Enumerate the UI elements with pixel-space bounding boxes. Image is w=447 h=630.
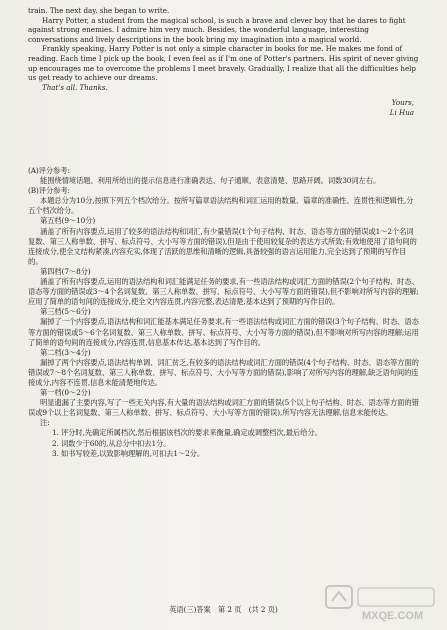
sample-letter	[28, 6, 420, 118]
note-item: 2. 词数少于60的,从总分中扣去1分。	[52, 438, 171, 448]
letter-closing-line: That's all. Thanks.	[42, 82, 108, 92]
letter-paragraph: train. The next day, she began to write.	[28, 6, 170, 15]
letter-closing: Yours,	[391, 98, 414, 108]
section-a-text: 能围绕情境话题、利用所给出的提示信息进行准确表达、句子通顺、表意清楚、思路开阔。词数30词左右。	[40, 176, 381, 186]
section-a-title: (A)评分参考:	[28, 166, 70, 175]
notes-title: 注:	[40, 418, 50, 428]
level-3-title: 第三档(5～6分)	[40, 307, 91, 317]
level-4-text: 涵盖了所有内容要点,运用的语法结构和词汇能满足任务的要求,有一些语法结构或词汇方面的错误(2个句子结构、时态、语态等方面的错误或3～4个名词复数、第三人称单数、拼写、标点符号、大小写等方面的错误),但不影响对所写内容的理解;应用了简单的语句间的连接成分,使全文内容连贯,内容完整,表达清楚,基本达到了预期的写作目的。	[28, 277, 419, 307]
level-2-title: 第二档(3～4分)	[40, 347, 91, 357]
watermark-text: MXQE.COM	[362, 610, 424, 622]
watermark-logo	[324, 583, 439, 623]
level-5-title: 第五档(9～10分)	[40, 216, 96, 226]
section-b-text: 本题总分为10分,按照下列五个档次给分。按所写篇章语法结构和词汇运用的数量、篇章的准确性、连贯性和逻辑性,分五个档次给分。	[28, 196, 414, 216]
page-footer: 英语(三)答案 第 2 页 (共 2 页)	[169, 605, 278, 614]
level-3-text: 漏掉了一个内容要点,语法结构和词汇能基本满足任务要求,有一些语法结构或词汇方面的错误(3个句子结构、时态、语态等方面的错误或5～6个名词复数、第三人称单数、拼写、标点符号、大小写等方面的错误),但不影响对所写内容的理解;运用了简单的语句间的连接成分,内容连贯,信息基本传达,基本达到了写作目的。	[28, 317, 419, 347]
letter-signature: Li Hua	[389, 107, 414, 117]
level-1-title: 第一档(0～2分)	[40, 388, 91, 398]
note-item: 3. 如书写较差,以致影响理解的,可扣去1～2分。	[52, 448, 205, 458]
level-2-text: 漏掉了两个内容要点,语法结构单调、词汇贫乏,有较多的语法结构或词汇方面的错误(4个句子结构、时态、语态等方面的错误或7～8个名词复数、第三人称单数、拼写、标点符号、大小写等方面的错误),影响了对所写内容的理解,缺乏语句间的连接成分,内容不连贯,信息未能清楚地传达。	[28, 357, 419, 387]
notes	[28, 418, 420, 458]
level-1-text: 明显遗漏了主要内容,写了一些无关内容,有大量的语法结构或词汇方面的错误(5个以上句子结构、时态、语态等方面的错误或9个以上名词复数、第三人称单数、拼写、标点符号、大小写等方面的错误),所写内容无法理解,信息未能传达。	[28, 398, 419, 418]
level-5-text: 涵盖了所有内容要点,运用了较多的语法结构和词汇,有少量错误(1个句子结构、时态、语态等方面的错误或1～2个名词复数、第三人称单数、拼写、标点符号、大小写等方面的错误),但是由于使用较复杂的表达方式所致;有效地使用了语句间的连接成分,使全文结构紧凑,内容充实,体现了活跃的思维和清晰的逻辑,具备较强的语言运用能力,完全达到了预期的写作目的。	[28, 226, 417, 266]
level-4-title: 第四档(7～8分)	[40, 266, 91, 276]
letter-paragraph: Harry Potter, a student from the magical school, is such a brave and clever boy that he dares to fight against strong enemies. I admire him very much. Besides, the wonderful language, interesting conversations and lively descriptions in the book bring my imagination into a magical world.	[28, 15, 406, 44]
scoring-guide	[28, 166, 420, 459]
note-item: 1. 评分时,先确定所属档次,然后根据该档次的要求来衡量,确定或调整档次,最后给分。	[52, 428, 322, 438]
letter-paragraph: Frankly speaking, Harry Potter is not only a simple character in books for me. He makes me fond of reading. Each time I pick up the book, I even feel as if I'm one of Potter's partners. His spirit of never giving up encourages me to overcome the problems I meet bravely. Gradually, I realize that all the difficulties help us get ready to achieve our dreams.	[28, 44, 419, 83]
section-b-title: (B)评分参考:	[28, 186, 70, 196]
